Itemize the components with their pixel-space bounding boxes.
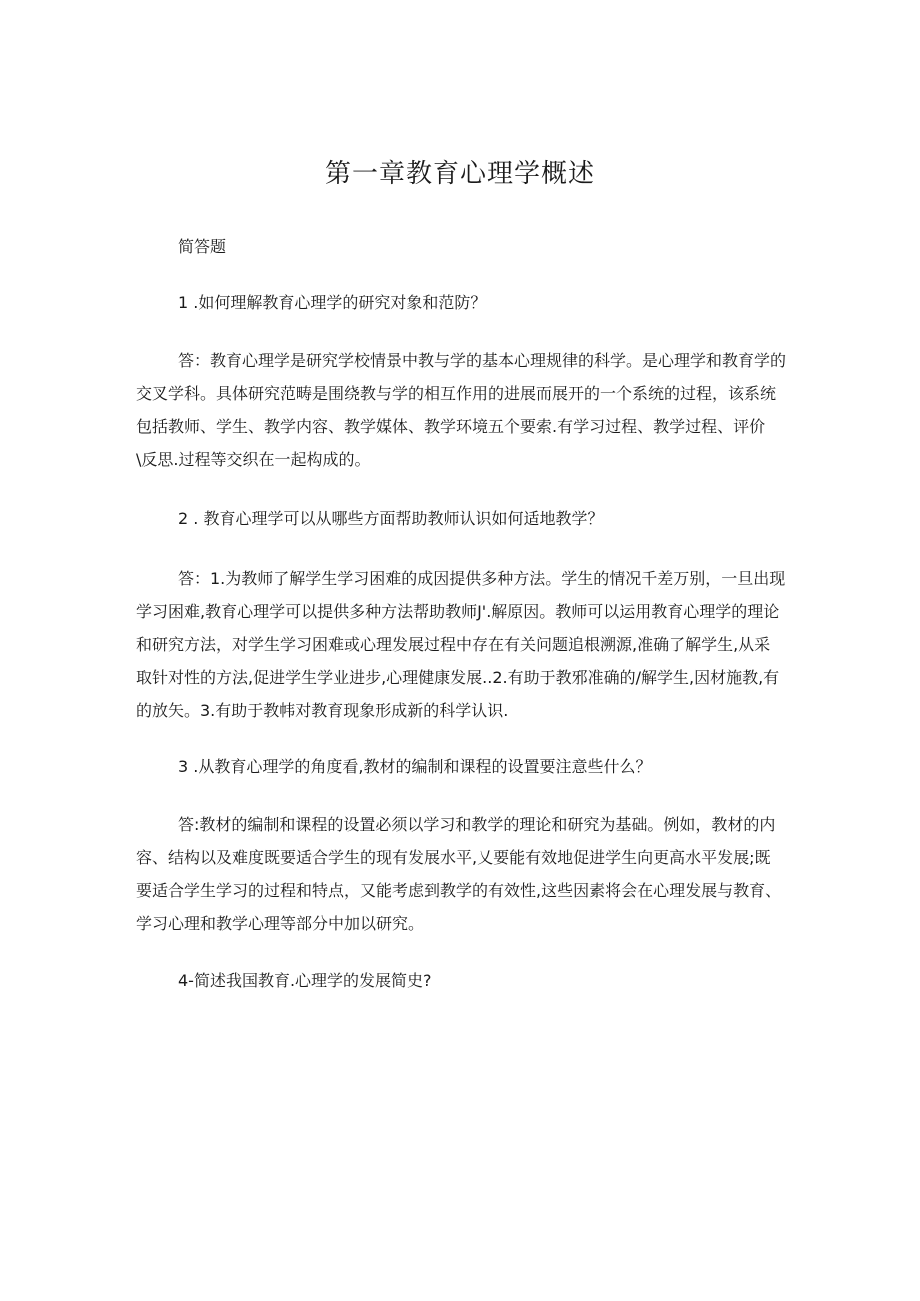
question-2: 2 . 教育心理学可以从哪些方面帮助教师认识如何适地教学？ <box>178 509 604 528</box>
question-4: 4-简述我国教育.心理学的发展简史? <box>178 971 432 990</box>
answer-3 <box>136 808 786 940</box>
answer-1 <box>136 344 786 476</box>
question-1: 1 .如何理解教育心理学的研究对象和范防？ <box>178 293 487 312</box>
question-3: 3 .从教育心理学的角度看,教材的编制和课程的设置要注意些什么？ <box>178 757 652 776</box>
answer-2-text: 答：1.为教师了解学生学习困难的成因提供多种方法。学生的情况千差万别，一旦出现学习困难,教育心理学可以提供多种方法帮助教师J'.解原因。教师可以运用教育心理学的理论和研究方法，对学生学习困难或心理发展过程中存在有关问题追根溯源,准确了解学生,从采取针对性的方法,促进学生学业进步,心理健康发展..2.有助于教邪准确的/解学生,因材施教,有的放矢。3.有助于教帏对教育现象形成新的科学认识. <box>136 569 786 720</box>
answer-3-text: 答:教材的编制和课程的设置必须以学习和教学的理论和研究为基础。例如，教材的内容、结构以及难度既要适合学生的现有发展水平,乂要能有效地促进学生向更高水平发展;既要适合学生学习的过程和特点，又能考虑到教学的有效性,这些因素将会在心理发展与教育、学习心理和教学心理等部分中加以研究。 <box>136 815 782 933</box>
answer-2 <box>136 562 786 727</box>
document-title: 第一章教育心理学概述 <box>324 159 595 189</box>
answer-1-text: 答：教育心理学是研究学校情景中教与学的基本心理规律的科学。是心理学和教育学的交叉学科。具体研究范畴是围绕教与学的相互作用的进展而展开的一个系统的过程，该系统包括教师、学生、教学内容、教学媒体、教学环境五个要索.有学习过程、教学过程、评价\反思.过程等交织在一起构成的。 <box>136 351 787 469</box>
section-heading: 简答题 <box>178 237 227 256</box>
